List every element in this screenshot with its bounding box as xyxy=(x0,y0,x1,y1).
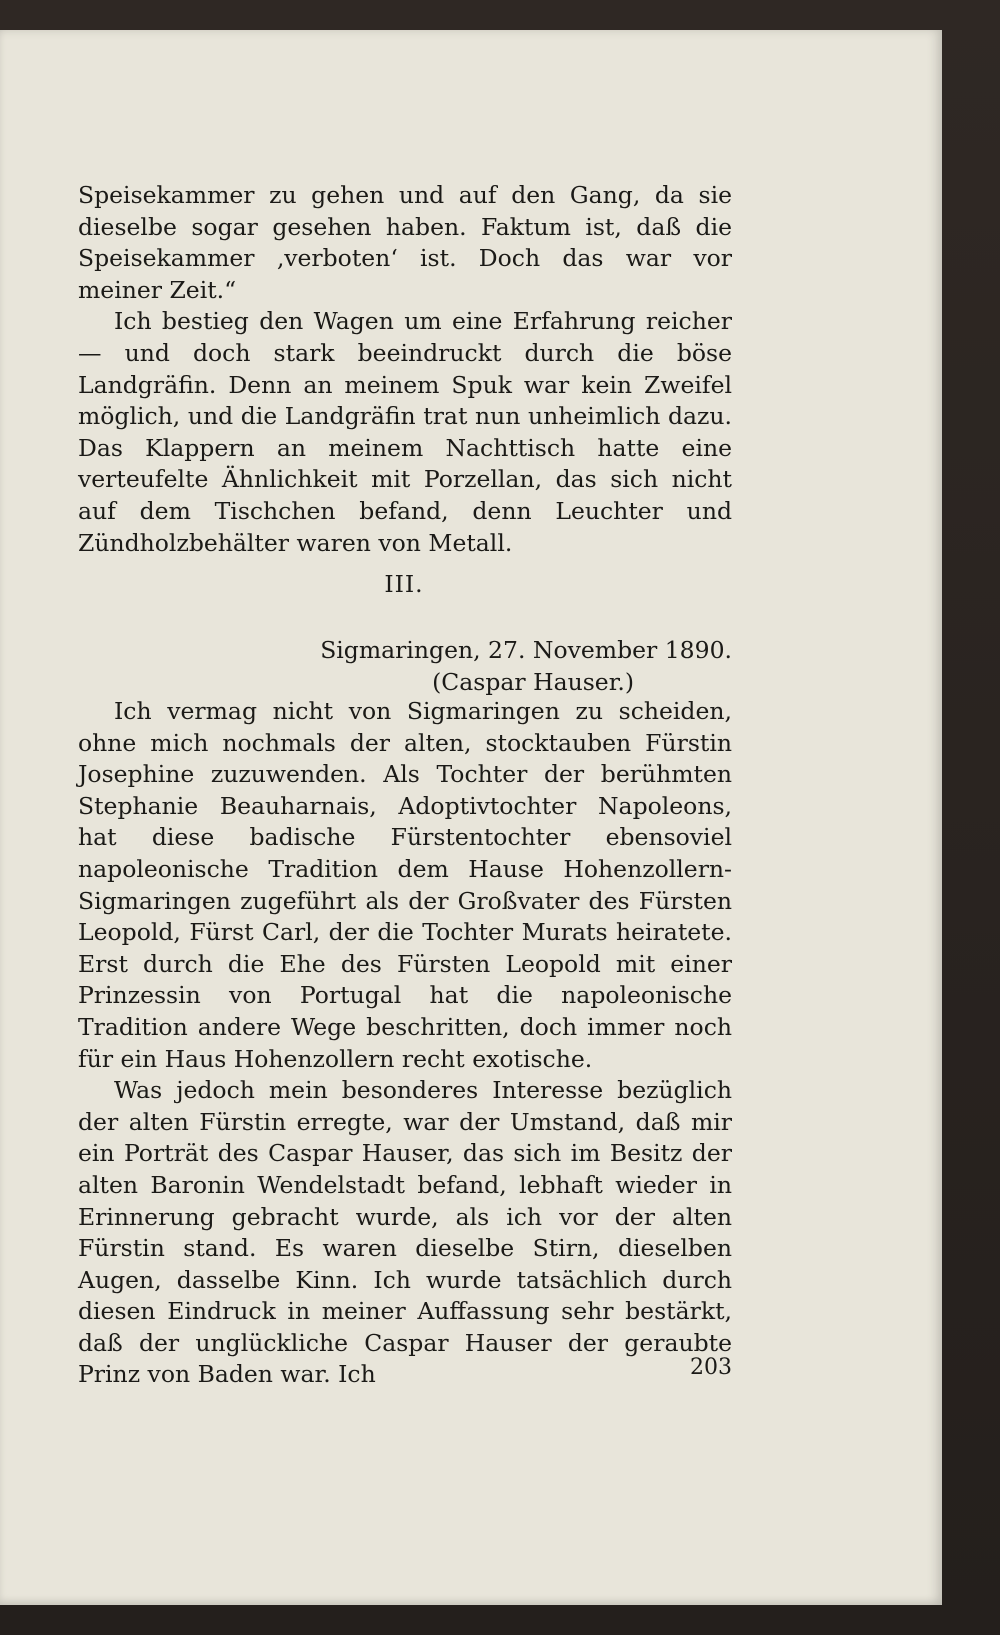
paragraph: Ich bestieg den Wagen um eine Erfahrung reicher — und doch stark beeindruckt durch die böse Landgräfin. Denn an meinem Spuk war kein Zweifel möglich, und die Landgräfin trat nun unheimlich dazu. Das Klappern an meinem Nachttisch hatte eine verteufelte Ähnlichkeit mit Porzellan, das sich nicht auf dem Tischchen befand, denn Leuchter und Zündholzbehälter waren von Metall. xyxy=(78,307,732,557)
paragraph: Was jedoch mein besonderes Interesse bezüglich der alten Fürstin erregte, war der Umstand, daß mir ein Porträt des Caspar Hauser, das sich im Besitz der alten Baronin Wendelstadt befand, lebhaft wieder in Erinnerung gebracht wurde, als ich vor der alten Fürstin stand. Es waren dieselbe Stirn, dieselben Augen, dasselbe Kinn. Ich wurde tatsächlich durch diesen Eindruck in meiner Auffassung sehr bestärkt, daß der unglückliche Caspar Hauser der geraubte Prinz von Baden war. Ich xyxy=(78,1076,732,1389)
paragraph-continued: Speisekammer zu gehen und auf den Gang, da sie dieselbe sogar gesehen haben. Faktum ist, daß die Speisekammer ‚verboten‘ ist. Doch das war vor meiner Zeit.“ xyxy=(78,181,732,304)
bottom-text-block xyxy=(78,696,732,1391)
dateline-subtitle: (Caspar Hauser.) xyxy=(432,668,634,696)
section-numeral: III. xyxy=(384,570,424,598)
paragraph: Ich vermag nicht von Sigmaringen zu scheiden, ohne mich nochmals der alten, stocktauben Fürstin Josephine zuzuwenden. Als Tochter der berühmten Stephanie Beauharnais, Adoptivtochter Napoleons, hat diese badische Fürstentochter ebensoviel napoleonische Tradition dem Hause Hohenzollern-Sigmaringen zugeführt als der Großvater des Fürsten Leopold, Fürst Carl, der die Tochter Murats heiratete. Erst durch die Ehe des Fürsten Leopold mit einer Prinzessin von Portugal hat die napoleonische Tradition andere Wege beschritten, doch immer noch für ein Haus Hohenzollern recht exotische. xyxy=(78,697,732,1073)
page-number: 203 xyxy=(690,1355,732,1380)
top-text-block xyxy=(78,180,732,559)
book-page xyxy=(0,30,942,1605)
dateline: Sigmaringen, 27. November 1890. xyxy=(320,636,732,664)
